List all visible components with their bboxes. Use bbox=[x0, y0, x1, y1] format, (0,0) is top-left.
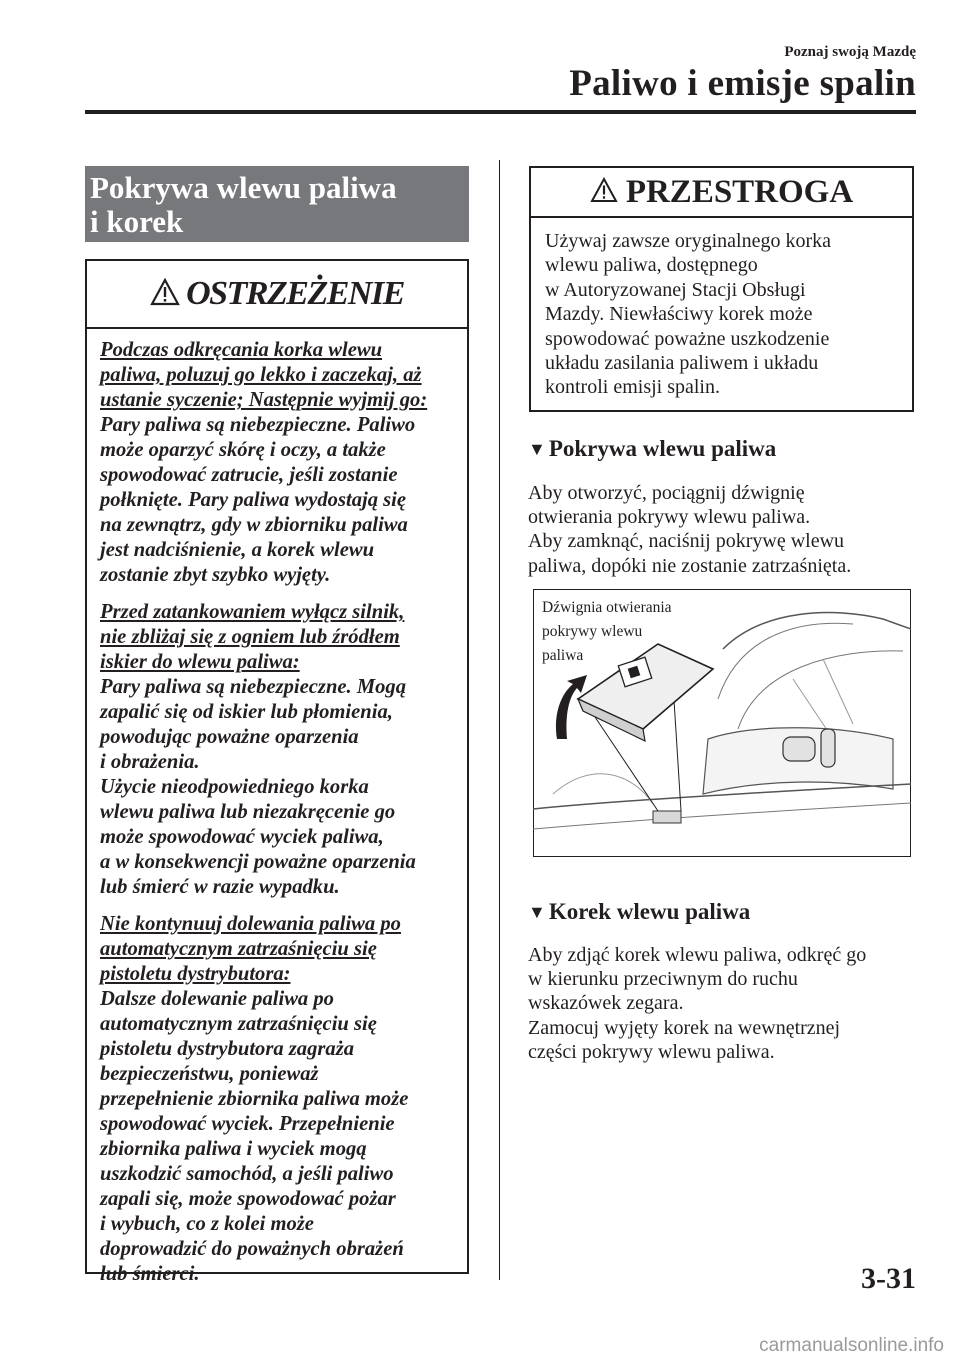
subsection-heading-text: Pokrywa wlewu paliwa bbox=[548, 436, 777, 461]
column-divider bbox=[499, 160, 500, 1280]
section-heading bbox=[85, 166, 469, 242]
watermark: carmanualsonline.info bbox=[759, 1335, 944, 1356]
triangle-bullet-icon: ▼ bbox=[528, 438, 546, 459]
paragraph: Aby otworzyć, pociągnij dźwignię otwierania pokrywy wlewu paliwa. Aby zamknąć, naciśnij pokrywę wlewu paliwa, dopóki nie zostanie zatrzaśnięta. bbox=[528, 482, 852, 577]
warning-title: OSTRZEŻENIE bbox=[186, 275, 404, 312]
warning-triangle-icon bbox=[150, 278, 180, 311]
caution-text: Używaj zawsze oryginalnego korka wlewu paliwa, dostępnego w Autoryzowanej Stacji Obsługi Mazdy. Niewłaściwy korek może spowodować poważne uszkodzenie układu zasilania paliwem i układu kontroli emisji spalin. bbox=[545, 230, 831, 399]
caution-box bbox=[529, 166, 914, 412]
warning-body bbox=[87, 329, 467, 1287]
subsection-heading-text: Korek wlewu paliwa bbox=[548, 899, 751, 924]
subsection-heading bbox=[528, 436, 776, 462]
page-number: 3-31 bbox=[861, 1262, 916, 1295]
warning-header bbox=[87, 261, 467, 329]
warning-item bbox=[100, 600, 457, 900]
paragraph: Aby zdjąć korek wlewu paliwa, odkręć go w kierunku przeciwnym do ruchu wskazówek zegara. Zamocuj wyjęty korek na wewnętrznej części pokrywy wlewu paliwa. bbox=[528, 944, 867, 1063]
subsection-heading bbox=[528, 899, 750, 925]
warning-item-text: Pary paliwa są niebezpieczne. Paliwo może oparzyć skórę i oczy, a także spowodować zatrucie, jeśli zostanie połknięte. Pary paliwa wydostają się na zewnątrz, gdy w zbiorniku paliwa jest nadciśnienie, a korek wlewu zostanie zbyt szybko wyjęty. bbox=[100, 414, 416, 586]
warning-item-lead: Podczas odkręcania korka wlewu paliwa, poluzuj go lekko i zaczekaj, aż ustanie syczenie; Następnie wyjmij go: bbox=[100, 339, 428, 411]
header-rule bbox=[85, 110, 916, 114]
fuel-lid-lever-illustration bbox=[533, 589, 911, 857]
warning-item-lead: Nie kontynuuj dolewania paliwa po automatycznym zatrzaśnięciu się pistoletu dystrybutora: bbox=[100, 913, 401, 985]
figure-label: Dźwignia otwierania pokrywy wlewu paliwa bbox=[542, 599, 672, 664]
triangle-bullet-icon: ▼ bbox=[528, 901, 546, 922]
warning-box bbox=[85, 259, 469, 1285]
caution-triangle-icon bbox=[590, 177, 618, 208]
warning-item-text: Dalsze dolewanie paliwa po automatycznym zatrzaśnięciu się pistoletu dystrybutora zagraża bezpieczeństwu, ponieważ przepełnienie zbiornika paliwa może spowodować wyciek. Przepełnienie zbiornika paliwa i wyciek mogą uszkodzić samochód, a jeśli paliwo zapali się, może spowodować pożar i wybuch, co z kolei może doprowadzić do poważnych obrażeń lub śmierci. bbox=[100, 988, 409, 1285]
section-heading-text: Pokrywa wlewu paliwa i korek bbox=[90, 170, 397, 239]
caution-header bbox=[531, 168, 912, 218]
caution-title: PRZESTROGA bbox=[625, 173, 854, 210]
warning-item bbox=[100, 912, 457, 1287]
warning-item-lead: Przed zatankowaniem wyłącz silnik, nie zbliżaj się z ogniem lub źródłem iskier do wlewu paliwa: bbox=[100, 601, 405, 673]
warning-item bbox=[100, 338, 457, 588]
header-section: Poznaj swoją Mazdę bbox=[784, 44, 916, 60]
warning-item-text: Pary paliwa są niebezpieczne. Mogą zapalić się od iskier lub płomienia, powodując poważne oparzenia i obrażenia. Użycie nieodpowiedniego korka wlewu paliwa lub niezakręcenie go może spowodować wyciek paliwa, a w konsekwencji poważne oparzenia lub śmierć w razie wypadku. bbox=[100, 676, 416, 898]
page-title: Paliwo i emisje spalin bbox=[569, 63, 916, 104]
